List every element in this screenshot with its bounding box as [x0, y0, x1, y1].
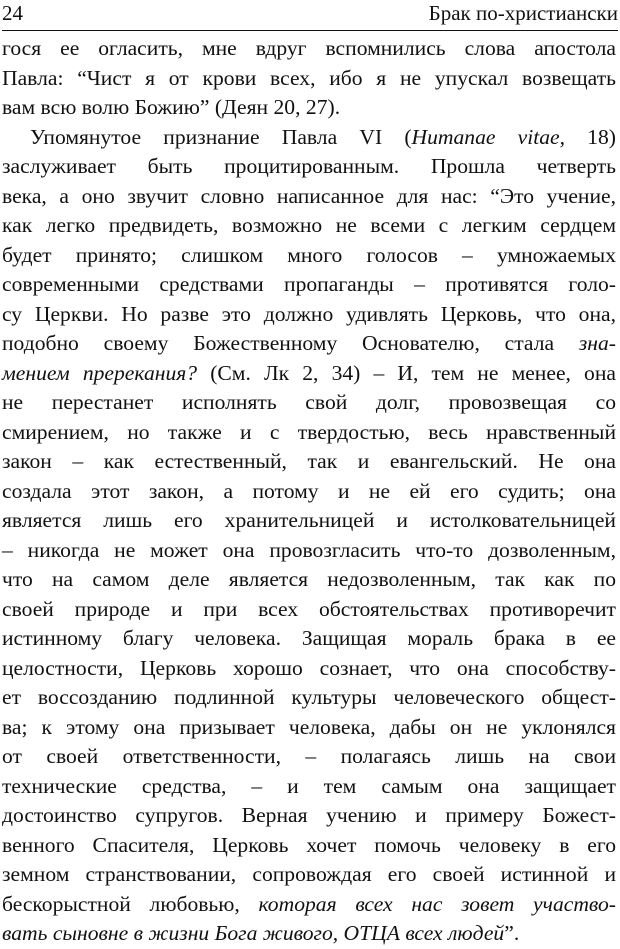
text-span: закон – как естественный, так и евангельский. Не она	[2, 449, 616, 473]
text-span: от своей ответственности, – полагаясь лишь на свои	[2, 744, 616, 768]
text-span: ва; к этому она призывает человека, дабы он не уклонялся	[2, 714, 616, 739]
text-line	[2, 123, 616, 153]
text-line	[2, 270, 616, 300]
text-span: своей природе и при всех обстоятельствах противоречит	[2, 596, 616, 621]
text-span: ет воссозданию подлинной культуры человеческого общест-	[2, 685, 616, 709]
text-line	[2, 447, 616, 477]
text-line	[2, 359, 616, 389]
text-span: гося ее огласить, мне вдруг вспомнились слова апостола	[2, 36, 616, 60]
text-line	[2, 831, 616, 861]
text-line	[2, 477, 616, 507]
text-line	[2, 506, 616, 536]
text-span: создала этот закон, а потому и не ей его судить; она	[2, 478, 616, 503]
text-line	[2, 182, 616, 212]
running-head	[2, 0, 618, 28]
text-line	[2, 418, 616, 448]
text-line	[2, 536, 616, 566]
text-span: смирением, но также и с твердостью, весь нравственный	[2, 419, 616, 444]
text-span: современными средствами пропаганды – противятся голо-	[2, 272, 616, 296]
text-span: су Церкви. Но разве это должно удивлять Церковь, что она,	[2, 301, 616, 326]
italic-text: мением пререкания?	[2, 360, 198, 385]
body-text	[2, 34, 616, 949]
text-span: земном странствовании, сопровождая его своей истинной и	[2, 862, 616, 886]
text-span: целостности, Церковь хорошо сознает, что она способству-	[2, 655, 616, 680]
header-rule	[2, 30, 618, 31]
text-line	[2, 211, 616, 241]
italic-text: которая всех нас зовет участво-	[258, 891, 616, 916]
text-line	[2, 93, 616, 123]
text-span: технические средства, – и тем самым она защищает	[2, 773, 616, 798]
text-span: Павла: “Чист я от крови всех, ибо я не упускал возвещать	[2, 65, 616, 90]
text-line	[2, 654, 616, 684]
text-line	[2, 595, 616, 625]
text-line	[2, 565, 616, 595]
text-line	[2, 329, 616, 359]
text-span: века, а оно звучит словно написанное для нас: “Это учение,	[2, 183, 616, 208]
text-span: как легко предвидеть, возможно не всеми с легким сердцем	[2, 213, 616, 237]
text-span: – никогда не может она провозгласить что-то дозволенным,	[2, 537, 616, 562]
italic-text: зна-	[578, 331, 616, 355]
text-span: Упомянутое признание Павла VI (	[30, 124, 412, 149]
text-span: , 18)	[559, 124, 616, 149]
text-span: ”.	[504, 921, 520, 945]
text-span: не перестанет исполнять свой долг, провозвещая со	[2, 390, 616, 414]
italic-text: вать сыновне в жизни Бога живого, ОТЦА всех людей	[2, 921, 505, 945]
text-line	[2, 241, 616, 271]
text-span: вам всю волю Божию” (Деян 20, 27).	[2, 95, 341, 119]
text-line	[2, 772, 616, 802]
text-line	[2, 624, 616, 654]
italic-text: Humanae vitae	[411, 124, 560, 149]
text-line	[2, 742, 616, 772]
text-line	[2, 388, 616, 418]
text-span: подобно своему Божественному Основателю, стала	[2, 331, 579, 355]
running-title: Брак по-христиански	[428, 1, 618, 25]
text-span: (См. Лк 2, 34) – И, тем не менее, она	[197, 360, 616, 385]
text-line	[2, 801, 616, 831]
text-line	[2, 713, 616, 743]
text-span: заслуживает быть процитированным. Прошла четверть	[2, 154, 616, 178]
text-span: венного Спасителя, Церковь хочет помочь человеку в его	[2, 832, 616, 857]
text-line	[2, 64, 616, 94]
text-span: достоинство супругов. Верная учению и примеру Божест-	[2, 803, 616, 827]
text-line	[2, 890, 616, 920]
page-number: 24	[2, 1, 23, 25]
text-line	[2, 860, 616, 890]
text-span: будет принято; слишком много голосов – умножаемых	[2, 242, 616, 267]
text-line	[2, 34, 616, 64]
text-span: бескорыстной любовью,	[2, 891, 259, 916]
text-line	[2, 152, 616, 182]
text-span: является лишь его хранительницей и истолковательницей	[2, 508, 616, 532]
text-span: что на самом деле является недозволенным, так как по	[2, 567, 616, 591]
text-line	[2, 300, 616, 330]
text-line	[2, 683, 616, 713]
text-span: истинному благу человека. Защищая мораль брака в ее	[2, 626, 616, 650]
text-line	[2, 919, 616, 949]
